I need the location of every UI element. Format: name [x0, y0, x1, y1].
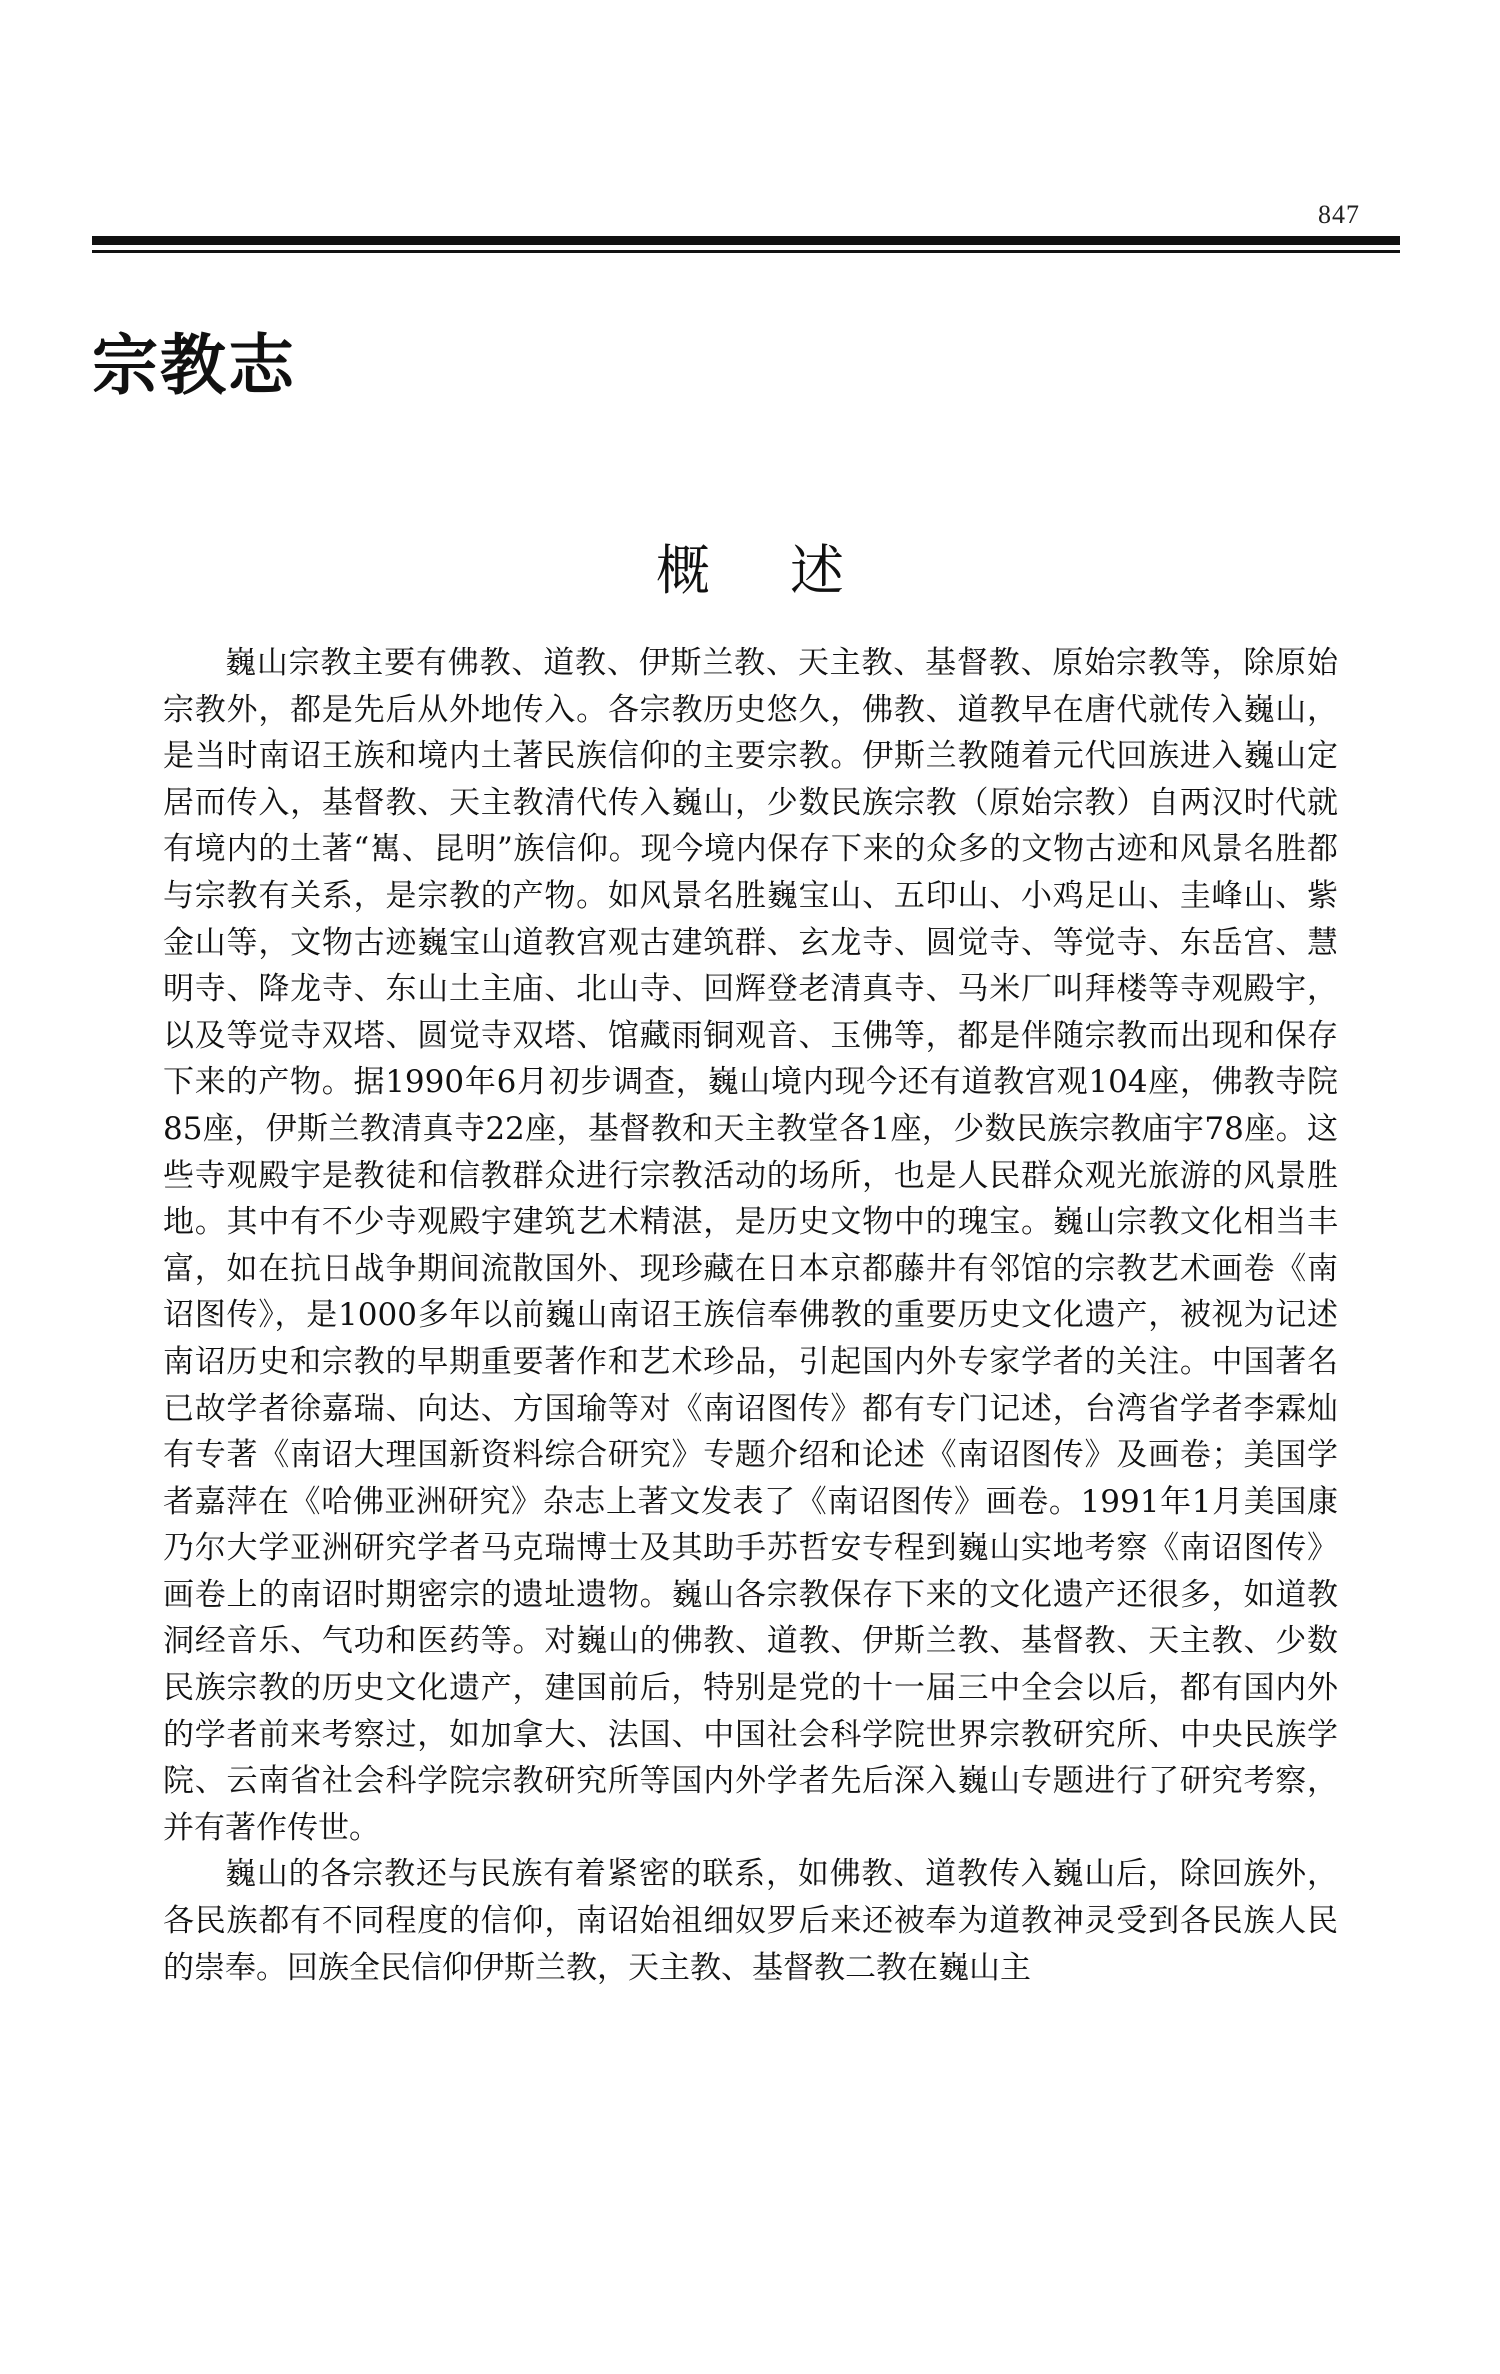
page-number: 847 — [1318, 200, 1360, 229]
paragraph-2: 巍山的各宗教还与民族有着紧密的联系，如佛教、道教传入巍山后，除回族外，各民族都有不同程度的信仰，南诏始祖细奴罗后来还被奉为道教神灵受到各民族人民的崇奉。回族全民信仰伊斯兰教，天主教、基督教二教在巍山主 — [163, 1856, 1338, 1986]
body-text — [163, 640, 1338, 1991]
header-rule-thick — [92, 236, 1400, 245]
paragraph-1: 巍山宗教主要有佛教、道教、伊斯兰教、天主教、基督教、原始宗教等，除原始宗教外，都是先后从外地传入。各宗教历史悠久，佛教、道教早在唐代就传入巍山，是当时南诏王族和境内土著民族信仰的主要宗教。伊斯兰教随着元代回族进入巍山定居而传入，基督教、天主教清代传入巍山，少数民族宗教（原始宗教）自两汉时代就有境内的土著“嶲、昆明”族信仰。现今境内保存下来的众多的文物古迹和风景名胜都与宗教有关系，是宗教的产物。如风景名胜巍宝山、五印山、小鸡足山、圭峰山、紫金山等，文物古迹巍宝山道教宫观古建筑群、玄龙寺、圆觉寺、等觉寺、东岳宫、慧明寺、降龙寺、东山土主庙、北山寺、回辉登老清真寺、马米厂叫拜楼等寺观殿宇，以及等觉寺双塔、圆觉寺双塔、馆藏雨铜观音、玉佛等，都是伴随宗教而出现和保存下来的产物。据1990年6月初步调查，巍山境内现今还有道教宫观104座，佛教寺院85座，伊斯兰教清真寺22座，基督教和天主教堂各1座，少数民族宗教庙宇78座。这些寺观殿宇是教徒和信教群众进行宗教活动的场所，也是人民群众观光旅游的风景胜地。其中有不少寺观殿宇建筑艺术精湛，是历史文物中的瑰宝。巍山宗教文化相当丰富，如在抗日战争期间流散国外、现珍藏在日本京都藤井有邻馆的宗教艺术画卷《南诏图传》，是1000多年以前巍山南诏王族信奉佛教的重要历史文化遗产，被视为记述南诏历史和宗教的早期重要著作和艺术珍品，引起国内外专家学者的关注。中国著名已故学者徐嘉瑞、向达、方国瑜等对《南诏图传》都有专门记述，台湾省学者李霖灿有专著《南诏大理国新资料综合研究》专题介绍和论述《南诏图传》及画卷；美国学者嘉萍在《哈佛亚洲研究》杂志上著文发表了《南诏图传》画卷。1991年1月美国康乃尔大学亚洲研究学者马克瑞博士及其助手苏哲安专程到巍山实地考察《南诏图传》画卷上的南诏时期密宗的遗址遗物。巍山各宗教保存下来的文化遗产还很多，如道教洞经音乐、气功和医药等。对巍山的佛教、道教、伊斯兰教、基督教、天主教、少数民族宗教的历史文化遗产，建国前后，特别是党的十一届三中全会以后，都有国内外的学者前来考察过，如加拿大、法国、中国社会科学院世界宗教研究所、中央民族学院、云南省社会科学院宗教研究所等国内外学者先后深入巍山专题进行了研究考察，并有著作传世。 — [163, 645, 1338, 1846]
section-title: 概述 — [656, 539, 924, 602]
header-rule-thin — [92, 250, 1400, 253]
volume-title: 宗教志 — [92, 327, 296, 404]
